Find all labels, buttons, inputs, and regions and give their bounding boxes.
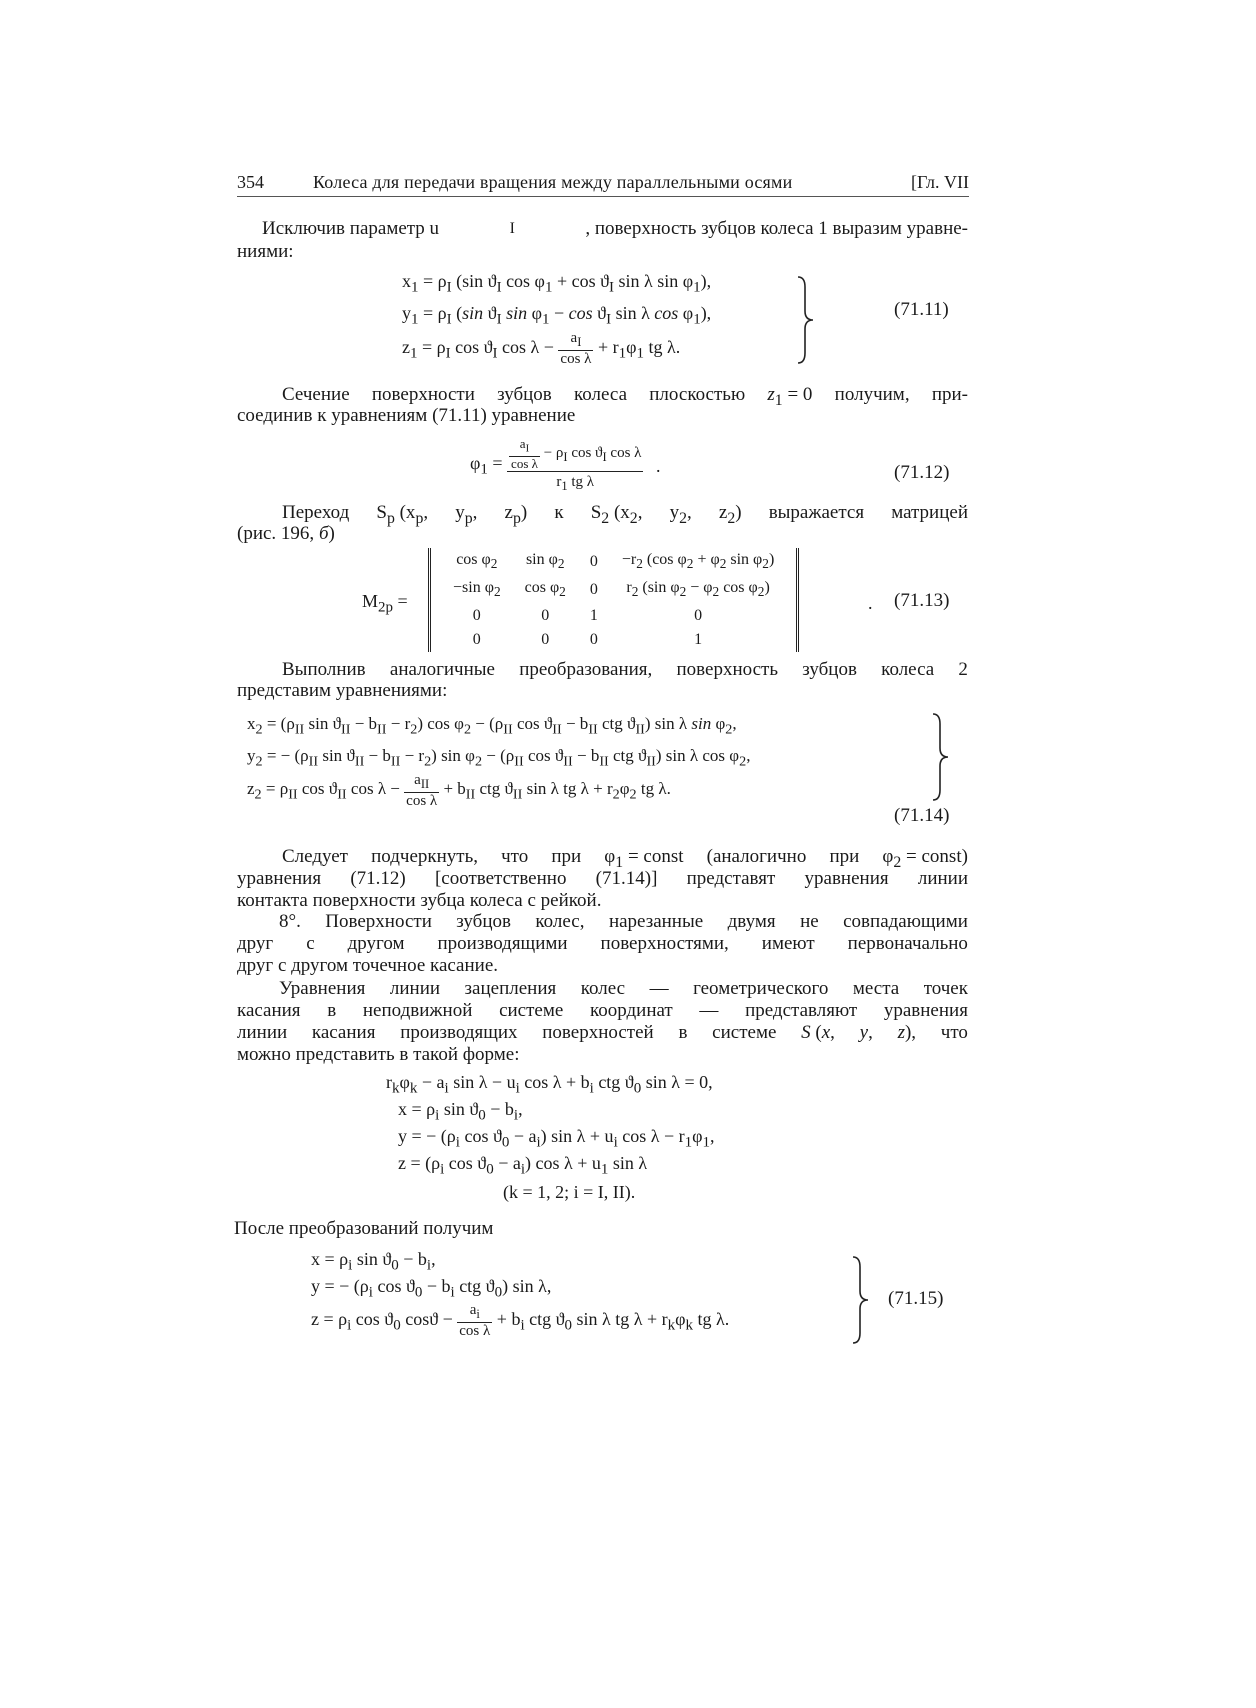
word: колеса bbox=[881, 659, 935, 680]
word: $\varphi_1$ = const bbox=[604, 846, 684, 871]
word: выражается bbox=[768, 502, 865, 523]
word: к bbox=[554, 502, 564, 523]
word: y, bbox=[859, 1022, 873, 1043]
brace-71-11 bbox=[795, 275, 817, 365]
word: — bbox=[649, 978, 669, 999]
word: линии bbox=[917, 868, 968, 889]
para3-line1 bbox=[282, 502, 968, 530]
para7-line3 bbox=[237, 1022, 968, 1044]
word: с bbox=[306, 933, 315, 954]
matrix-cell: 1 bbox=[694, 631, 703, 649]
eq-71-14-z-post: + $b_{II}$ ctg $ϑ_{II}$ sin λ tg $\lambda + r_2\varphi_2$ tg λ. bbox=[443, 779, 671, 803]
word: другом bbox=[347, 933, 405, 954]
eq-71-15-z-post: + $b_i$ ctg $ϑ_0$ sin λ tg $\lambda + r_k\varphi_k$ tg λ. bbox=[496, 1308, 730, 1334]
word: линии bbox=[389, 978, 441, 999]
matrix-cell: $r_2$ (sin $\varphi_2 - \varphi_2$ $\cos \varphi_2$) bbox=[626, 579, 770, 600]
word: — bbox=[699, 1000, 719, 1021]
eq-71-11-z bbox=[402, 330, 680, 367]
eq-71-14-z-frac bbox=[404, 772, 439, 809]
word: представляют bbox=[745, 1000, 858, 1021]
para1-line2: ниями: bbox=[237, 241, 294, 262]
word: $z_1 = 0$ bbox=[767, 384, 813, 409]
eq-71-15-z-pre: $z = \rho_i$ $\cos ϑ_0$ cosϑ − bbox=[311, 1308, 453, 1334]
eq-71-14-z-num: $a_{II}$ bbox=[404, 772, 439, 793]
matrix-cell: 0 bbox=[472, 631, 481, 649]
word: геометрического bbox=[693, 978, 829, 999]
eq-number-71-14: (71.14) bbox=[894, 805, 950, 826]
matrix-cell: 0 bbox=[589, 631, 598, 649]
matrix-cell: $\cos \varphi_2$ bbox=[456, 551, 498, 572]
word: неподвижной bbox=[362, 1000, 473, 1021]
matrix-row bbox=[441, 576, 786, 604]
eq-71-12-num bbox=[507, 437, 643, 472]
word: поверхность bbox=[676, 659, 779, 680]
word: z), bbox=[897, 1022, 917, 1043]
word: зубцов bbox=[456, 911, 511, 932]
eq-71-12-end: . bbox=[655, 456, 661, 477]
word: поверхностей bbox=[542, 1022, 654, 1043]
eq-71-12-inner-num: $a_I$ bbox=[509, 437, 540, 457]
eq-71-12-lhs: $\varphi_1$ = bbox=[470, 453, 503, 478]
word: Уравнения bbox=[279, 978, 366, 999]
running-title: Колеса для передачи вращения между параллельными осями bbox=[313, 172, 793, 192]
word: линии bbox=[237, 1022, 288, 1043]
word: уравнения bbox=[883, 1000, 968, 1021]
word: $y_2$, bbox=[669, 502, 692, 527]
para8-line1: После преобразований получим bbox=[234, 1218, 494, 1239]
word: производящих bbox=[400, 1022, 518, 1043]
matrix-row bbox=[441, 628, 786, 652]
eq-71-15-z-num: $a_i$ bbox=[457, 1302, 492, 1323]
para4-line1 bbox=[282, 659, 968, 681]
para2-line2: соединив к уравнениям (71.11) уравнение bbox=[237, 405, 576, 426]
word: нарезанные bbox=[608, 911, 704, 932]
word: 2 bbox=[958, 659, 968, 680]
matrix-cell: 0 bbox=[541, 607, 550, 625]
para1-line1: Исключив параметр u I , поверхность зубцов колеса 1 выразим уравне- bbox=[262, 218, 968, 239]
word: системе bbox=[499, 1000, 564, 1021]
eq-71-14-z-pre: $z_2 = \rho_{II}$ $\cos ϑ_{II}$ cos λ − bbox=[247, 779, 400, 803]
word: уравнения bbox=[237, 868, 322, 889]
para7-line2 bbox=[237, 1000, 968, 1022]
word: колес, bbox=[535, 911, 585, 932]
eq-71-14-y: $y_2$ = − ($\rho_{II}$ $\sin ϑ_{II} - b_{II} - r_2$) $\sin \varphi_2 - (\rho_{II}$ $\cos ϑ_{II} - b_{II}$ ctg $ϑ_{II}$) sin λ $\cos \varphi_2$, bbox=[247, 746, 751, 770]
word: зацепления bbox=[464, 978, 557, 999]
word: что bbox=[940, 1022, 968, 1043]
chapter-label: [Гл. VII bbox=[910, 172, 969, 192]
eqsys-l4: $z = (\rho_i$ $\cos ϑ_0 - a_i$) $\cos \lambda + u_1$ sin λ bbox=[398, 1153, 648, 1178]
eq-number-71-15: (71.15) bbox=[888, 1288, 944, 1309]
matrix-cell: $-r_2$ (cos $\varphi_2 + \varphi_2$ $\sin \varphi_2$) bbox=[621, 551, 775, 572]
para3-line2: (рис. 196, б) bbox=[237, 523, 335, 544]
word: при bbox=[829, 846, 860, 867]
para6-line1 bbox=[279, 911, 968, 933]
word: подчеркнуть, bbox=[371, 846, 479, 867]
word: места bbox=[852, 978, 900, 999]
eq-71-14-z bbox=[247, 772, 671, 809]
para6-line2 bbox=[237, 933, 968, 955]
page-number: 354 bbox=[237, 172, 264, 192]
para5-line3: контакта поверхности зубца колеса с рейкой. bbox=[237, 890, 602, 911]
word: $S_p$ ($x_p$, bbox=[376, 502, 429, 527]
eq-71-12-den: $r_1$ tg λ bbox=[556, 473, 595, 493]
eq-71-15-z bbox=[311, 1302, 729, 1339]
word: имеют bbox=[761, 933, 815, 954]
word: первоначально bbox=[847, 933, 968, 954]
eq-71-11-z-den: cos λ bbox=[560, 351, 592, 367]
matrix-cell: $\cos \varphi_2$ bbox=[524, 579, 566, 600]
word: аналогичные bbox=[389, 659, 495, 680]
matrix-m2p bbox=[428, 548, 799, 652]
word: $z_2$) bbox=[718, 502, 742, 527]
word: точек bbox=[923, 978, 968, 999]
para4-line2: представим уравнениями: bbox=[237, 680, 448, 701]
matrix-cell: 0 bbox=[541, 631, 550, 649]
eqsys-l3: y = − ($\rho_i$ $\cos ϑ_0 - a_i$) $\sin \lambda + u_i$ $\cos \lambda - r_1\varphi_1$, bbox=[398, 1126, 715, 1151]
word: (аналогично bbox=[706, 846, 807, 867]
word: S (x, bbox=[801, 1022, 835, 1043]
word: при bbox=[551, 846, 582, 867]
word: (71.14)] bbox=[595, 868, 658, 889]
word: представят bbox=[686, 868, 776, 889]
eq-number-71-12: (71.12) bbox=[894, 462, 950, 483]
word: Переход bbox=[282, 502, 350, 523]
eq-71-15-z-frac bbox=[457, 1302, 492, 1339]
word: не bbox=[800, 911, 819, 932]
eq-71-11-y: $y_1 = \rho_I$ (sin $ϑ_I$ $\sin \varphi_1 - \cos ϑ_I$ sin λ $\cos \varphi_1$), bbox=[402, 303, 712, 328]
eqsys-l2: $x = \rho_i$ $\sin ϑ_0 - b_i$, bbox=[398, 1099, 523, 1124]
word: касания bbox=[311, 1022, 376, 1043]
eq-71-11-x: $x_1 = \rho_I$ (sin $ϑ_I$ $\cos \varphi_1 + \cos ϑ_I$ sin λ $\sin \varphi_1$), bbox=[402, 271, 712, 296]
eq-71-11-z-frac bbox=[558, 330, 593, 367]
para7-line4: можно представить в такой форме: bbox=[237, 1044, 520, 1065]
matrix-table bbox=[441, 548, 786, 652]
eq-number-71-11: (71.11) bbox=[894, 299, 949, 320]
word: колеса bbox=[574, 384, 628, 405]
eq-71-15-x: $x = \rho_i$ $\sin ϑ_0 - b_i$, bbox=[311, 1249, 436, 1274]
matrix-cell: 0 bbox=[589, 553, 598, 571]
word: координат bbox=[589, 1000, 673, 1021]
word: в bbox=[327, 1000, 337, 1021]
eq-number-71-13: (71.13) bbox=[894, 590, 950, 611]
word: зубцов bbox=[802, 659, 857, 680]
matrix-cell: 0 bbox=[589, 581, 598, 599]
matrix-row bbox=[441, 604, 786, 628]
brace-71-14 bbox=[930, 712, 952, 802]
word: производящими bbox=[437, 933, 568, 954]
word: в bbox=[678, 1022, 688, 1043]
eq-71-15-y: y = − ($\rho_i$ $\cos ϑ_0 - b_i$ ctg $ϑ_0$) sin λ, bbox=[311, 1276, 552, 1301]
word: 8°. bbox=[279, 911, 301, 932]
word: Сечение bbox=[282, 384, 350, 405]
header-rule bbox=[237, 196, 969, 197]
word: поверхности bbox=[371, 384, 475, 405]
word: колес bbox=[580, 978, 626, 999]
eq-71-11-z-post: + $r_1\varphi_1$ tg λ. bbox=[597, 336, 681, 362]
eq-71-12-inner-den: cos λ bbox=[511, 455, 538, 471]
matrix-cell: −sin $\varphi_2$ bbox=[453, 579, 501, 600]
eq-71-13-end: . bbox=[868, 593, 873, 613]
word: (71.12) bbox=[350, 868, 406, 889]
word: системе bbox=[712, 1022, 777, 1043]
eqsys-l1: $r_k\varphi_k - a_i$ $\sin \lambda - u_i$ $\cos \lambda + b_i$ ctg $ϑ_0$ sin λ = 0, bbox=[386, 1072, 713, 1097]
matrix-cell: 1 bbox=[589, 607, 598, 625]
word: $z_p$) bbox=[504, 502, 528, 527]
word: поверхностями, bbox=[600, 933, 729, 954]
word: Выполнив bbox=[282, 659, 366, 680]
word: Следует bbox=[282, 846, 348, 867]
word: зубцов bbox=[497, 384, 552, 405]
word: плоскостью bbox=[649, 384, 746, 405]
eq-71-11-z-pre: $z_1 = \rho_I$ $\cos ϑ_I$ cos λ − bbox=[402, 336, 554, 362]
word: касания bbox=[237, 1000, 301, 1021]
word: совпадающими bbox=[843, 911, 968, 932]
eq-71-14-x: $x_2 = (\rho_{II}$ $\sin ϑ_{II} - b_{II} - r_2$) $\cos \varphi_2 - (\rho_{II}$ $\cos ϑ_{II} - b_{II}$ ctg $ϑ_{II}$) sin λ $\sin \varphi_2$, bbox=[247, 714, 737, 738]
eq-71-15-z-den: cos λ bbox=[459, 1323, 491, 1339]
word: [соответственно bbox=[434, 868, 567, 889]
matrix-cell: $\sin \varphi_2$ bbox=[525, 551, 565, 572]
word: друг bbox=[237, 933, 274, 954]
matrix-row bbox=[441, 548, 786, 576]
eq-71-12-num-rest: − $\rho_I$ $\cos ϑ_I$ cos λ bbox=[543, 445, 642, 465]
word: уравнения bbox=[804, 868, 889, 889]
word: $S_2$ ($x_2$, bbox=[590, 502, 643, 527]
word: что bbox=[501, 846, 529, 867]
brace-71-15 bbox=[850, 1255, 872, 1345]
word: получим, bbox=[834, 384, 910, 405]
eq-71-12-frac bbox=[507, 437, 643, 496]
eq-71-12 bbox=[470, 437, 660, 496]
word: матрицей bbox=[891, 502, 968, 523]
eq-71-12-inner-frac bbox=[509, 437, 540, 471]
eqsys-l5: (k = 1, 2; i = I, II). bbox=[503, 1182, 636, 1202]
matrix-cell: 0 bbox=[472, 607, 481, 625]
eq-71-11-z-num: $a_I$ bbox=[558, 330, 593, 351]
para5-line2 bbox=[237, 868, 968, 890]
matrix-cell: 0 bbox=[694, 607, 703, 625]
word: при- bbox=[931, 384, 968, 405]
eq-71-13-lhs: $M_{2p}$ = bbox=[362, 591, 408, 616]
word: Поверхности bbox=[325, 911, 432, 932]
eq-71-14-z-den: cos λ bbox=[406, 793, 438, 809]
para6-line3: друг с другом точечное касание. bbox=[237, 955, 498, 976]
word: двумя bbox=[727, 911, 776, 932]
word: $y_p$, bbox=[455, 502, 478, 527]
para7-line1 bbox=[279, 978, 968, 1000]
word: преобразования, bbox=[519, 659, 653, 680]
word: $\varphi_2$ = const) bbox=[882, 846, 968, 871]
